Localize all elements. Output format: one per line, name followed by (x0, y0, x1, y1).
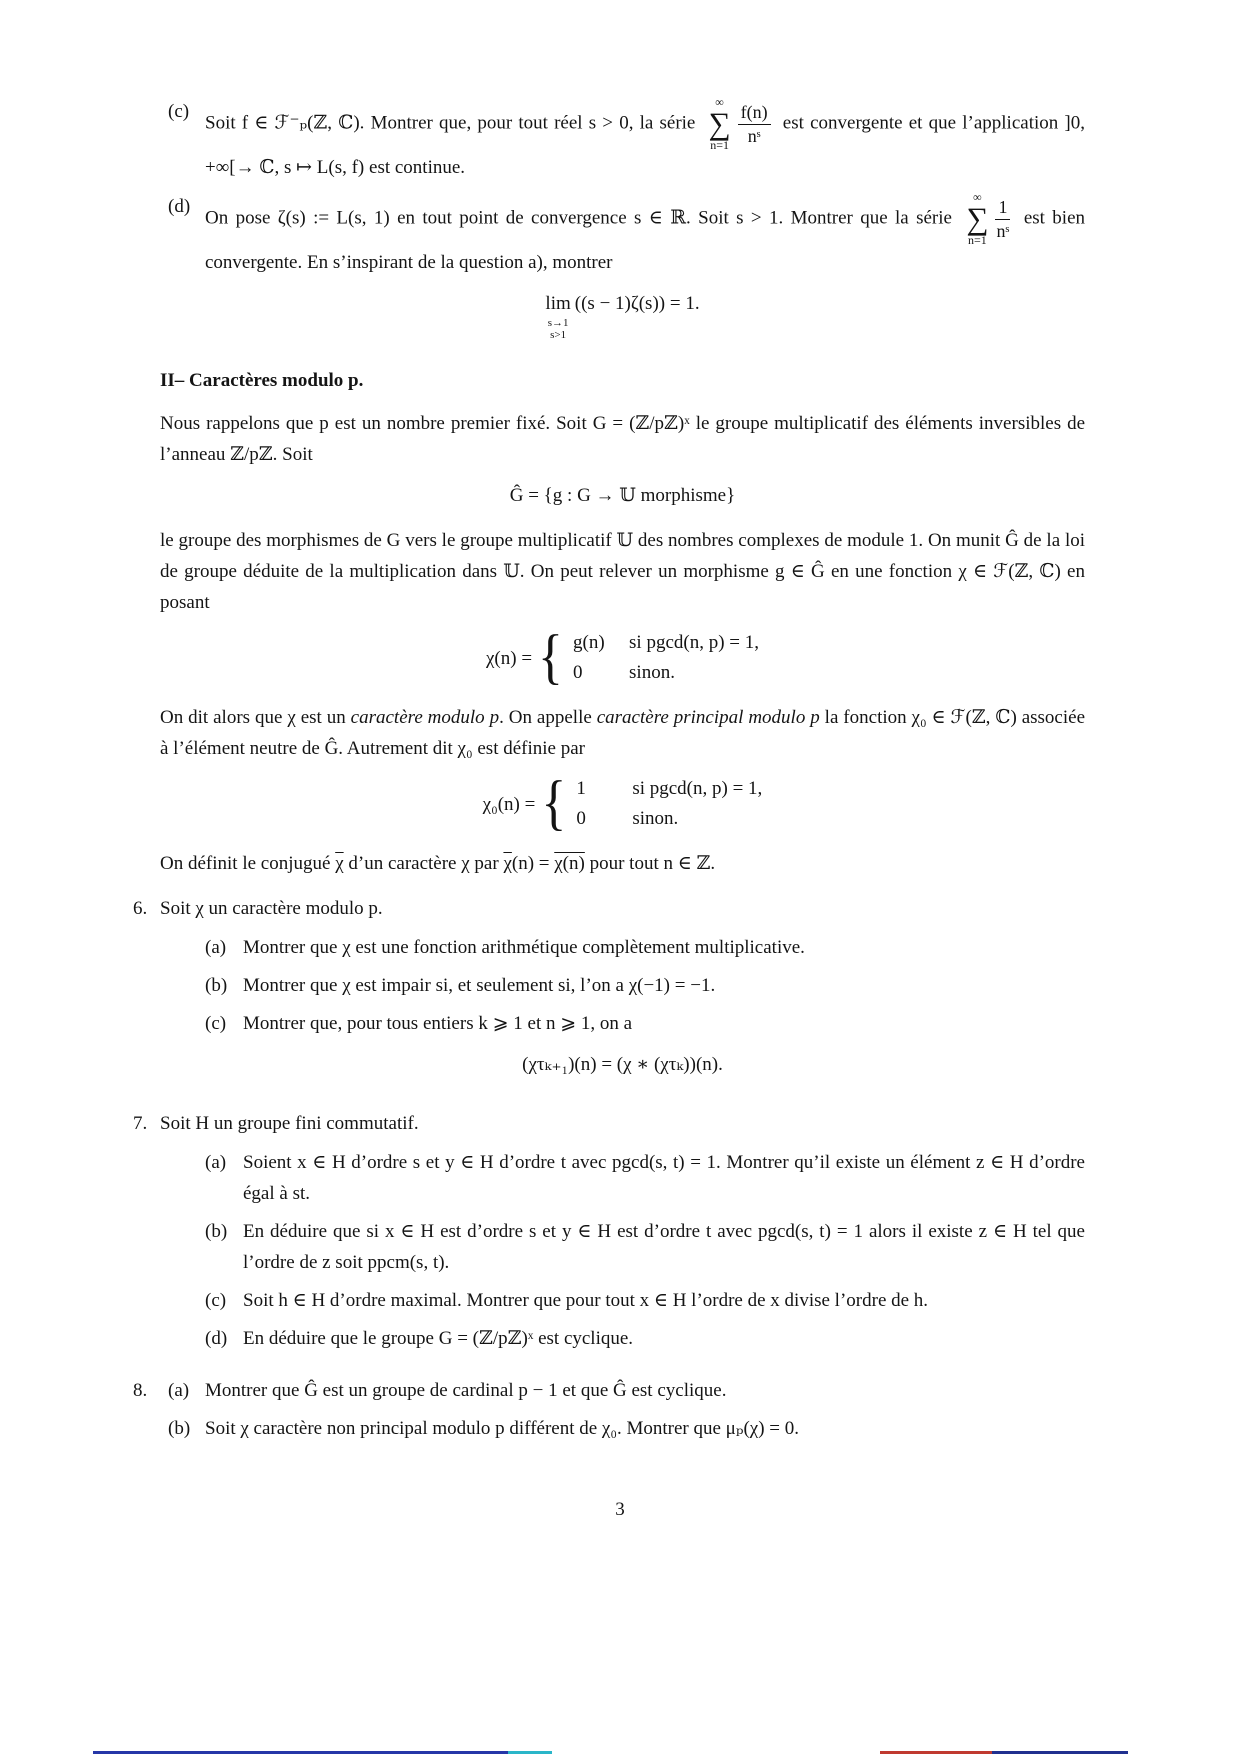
sigma-icon: ∑ (966, 201, 989, 236)
case-value: 1 (576, 778, 586, 799)
overline-chi: $\overline{\chi}$ (335, 853, 344, 874)
lim-word: lim (545, 293, 571, 314)
case-value: 0 (573, 662, 583, 683)
subitem-text: Soit h ∈ H d’ordre maximal. Montrer que pour tout x ∈ H l’ordre de x divise l’ordre de h. (243, 1290, 929, 1311)
list-item-d (168, 191, 1085, 278)
summation-operator (709, 96, 731, 152)
paragraph-caractere (160, 702, 1085, 764)
section-heading: II– Caractères modulo p. (160, 370, 364, 391)
problem-8 (133, 1375, 1085, 1451)
problem-8a (168, 1375, 1085, 1406)
subitem-text: Montrer que χ est impair si, et seulement si, l’on a χ(−1) = −1. (243, 975, 716, 996)
problem-6b (205, 970, 1085, 1001)
case-row (573, 628, 759, 658)
sum-upper-limit: ∞ (973, 190, 982, 204)
item-c-body (205, 96, 1085, 183)
subitem-label: (b) (205, 975, 228, 996)
overline-chi-n: χ(n) (554, 853, 585, 874)
emphasis-caractere-modulo-p: caractère modulo p (350, 707, 500, 728)
problem-7-body (160, 1108, 1085, 1361)
display-equation-convolution: (χτₖ₊₁)(n) = (χ ∗ (χτₖ))(n). (522, 1054, 723, 1075)
subitem-label: (a) (205, 937, 227, 958)
paragraph-group-definition: Nous rappelons que p est un nombre premier fixé. Soit G = (ℤ/pℤ)ˣ le groupe multiplicatif des éléments inversibles de l’anneau ℤ/pℤ. Soit (160, 413, 1085, 465)
text-run: la fonction χ₀ ∈ ℱ(ℤ, ℂ) associée à l’élément neutre de Ĝ. Autrement dit χ₀ est définie par (160, 707, 1085, 759)
cases-construct (482, 769, 763, 838)
text-run: pour tout n ∈ ℤ. (584, 853, 716, 874)
summation-operator (966, 191, 988, 247)
lim-condition-2: s>1 (550, 329, 567, 341)
problem-6 (133, 893, 1085, 1094)
display-equation-chi0-cases (160, 769, 1085, 838)
problem-7a (205, 1147, 1085, 1209)
case-value: g(n) (573, 632, 605, 653)
sigma-icon: ∑ (708, 106, 731, 141)
problem-6-intro: Soit χ un caractère modulo p. (160, 898, 383, 919)
item-c-text-before: Soit f ∈ ℱ⁻ₚ(ℤ, ℂ). Montrer que, pour tout réel s > 0, la série (205, 112, 696, 134)
problem-7-intro: Soit H un groupe fini commutatif. (160, 1113, 419, 1134)
lim-condition-1: s→1 (547, 317, 569, 329)
lim-subscript (548, 317, 569, 341)
case-condition: sinon. (629, 662, 675, 683)
item-d-body (205, 191, 1085, 278)
item-d-text-before: On pose ζ(s) := L(s, 1) en tout point de convergence s ∈ ℝ. Soit s > 1. Montrer que la série (205, 207, 952, 229)
paragraph-morphisms: le groupe des morphismes de G vers le groupe multiplicatif 𝕌 des nombres complexes de module 1. On munit Ĝ de la loi de groupe déduite de la multiplication dans 𝕌. On peut relever un morphisme g ∈ Ĝ en une fonction χ ∈ ℱ(ℤ, ℂ) en posant (160, 530, 1085, 613)
problem-8-body (160, 1375, 1085, 1451)
problem-6c (205, 1008, 1085, 1039)
item-d-text-after: est bien convergente. En s’inspirant de la question a), montrer (205, 207, 1086, 273)
sum-lower-limit: n=1 (968, 233, 987, 247)
subitem-text: Montrer que, pour tous entiers k ⩾ 1 et n ⩾ 1, on a (243, 1013, 633, 1034)
limit-body: ((s − 1)ζ(s)) = 1. (574, 293, 700, 314)
sum-lower-limit: n=1 (710, 138, 729, 152)
item-c-label: (c) (168, 101, 190, 122)
cases-lhs: χ(n) = (485, 647, 533, 669)
subitem-label: (c) (205, 1290, 227, 1311)
case-row (576, 774, 762, 804)
subitem-text: Soit χ caractère non principal modulo p différent de χ₀. Montrer que μₚ(χ) = 0. (205, 1418, 800, 1439)
case-condition: si pgcd(n, p) = 1, (629, 632, 759, 653)
problem-7 (133, 1108, 1085, 1361)
paragraph-conjugue (160, 848, 1085, 879)
display-equation-chi-cases (160, 623, 1085, 692)
cases-lhs: χ₀(n) = (482, 793, 536, 815)
display-equation-ghat: Ĝ = {g : G → 𝕌 morphisme} (509, 485, 736, 506)
problem-8b (168, 1413, 1085, 1444)
subitem-label: (b) (168, 1418, 191, 1439)
subitem-label: (d) (205, 1328, 228, 1349)
case-condition: si pgcd(n, p) = 1, (632, 778, 763, 799)
problem-7c (205, 1285, 1085, 1316)
subitem-label: (c) (205, 1013, 227, 1034)
case-row (573, 658, 759, 688)
problem-7-number: 7. (133, 1113, 148, 1134)
text-run: On dit alors que χ est un (160, 707, 351, 728)
text-run: (n) = (511, 853, 555, 874)
problem-8-number: 8. (133, 1380, 148, 1401)
subitem-text: Soient x ∈ H d’ordre s et y ∈ H d’ordre t avec pgcd(s, t) = 1. Montrer qu’il existe un élément z ∈ H d’ordre égal à st. (243, 1152, 1085, 1204)
text-run: d’un caractère χ par (343, 853, 504, 874)
list-item-c (168, 96, 1085, 183)
problem-6-body (160, 893, 1085, 1094)
cases-construct (485, 623, 759, 692)
display-equation-limit (160, 288, 1085, 341)
subitem-label: (a) (168, 1380, 190, 1401)
page-number: 3 (615, 1499, 625, 1520)
overline-chi: $\overline{\chi}$ (503, 853, 512, 874)
item-c-text-after: est convergente et que l’application ]0, +∞[→ ℂ, s ↦ L(s, f) est continue. (205, 112, 1085, 178)
fraction-denominator: nˢ (747, 125, 761, 146)
subitem-text: En déduire que le groupe G = (ℤ/pℤ)ˣ est cyclique. (243, 1328, 634, 1349)
subitem-text: Montrer que χ est une fonction arithmétique complètement multiplicative. (243, 937, 805, 958)
fraction (738, 102, 771, 146)
case-row (576, 804, 762, 834)
fraction (995, 197, 1010, 241)
problem-6a (205, 932, 1085, 963)
case-condition: sinon. (632, 808, 679, 829)
emphasis-caractere-principal: caractère principal modulo p (596, 707, 820, 728)
left-brace-icon: { (538, 623, 564, 692)
subitem-label: (a) (205, 1152, 227, 1173)
problem-6-number: 6. (133, 898, 148, 919)
subitem-text: En déduire que si x ∈ H est d’ordre s et y ∈ H est d’ordre t avec pgcd(s, t) = 1 alors il existe z ∈ H tel que l’ordre de z soit ppcm(s, t). (243, 1221, 1085, 1273)
sum-upper-limit: ∞ (715, 95, 724, 109)
limit-expression (545, 291, 699, 341)
text-run: . On appelle (499, 707, 597, 728)
bottom-artifact (0, 1750, 1240, 1754)
fraction-denominator: nˢ (996, 220, 1010, 241)
problem-7d (205, 1323, 1085, 1354)
left-brace-icon: { (541, 769, 567, 838)
case-value: 0 (576, 808, 586, 829)
problem-7b (205, 1216, 1085, 1278)
fraction-numerator: 1 (995, 197, 1010, 220)
cases-rows (576, 774, 762, 834)
item-d-label: (d) (168, 196, 191, 217)
limit-operator (545, 291, 570, 341)
text-run: On définit le conjugué (160, 853, 336, 874)
subitem-label: (b) (205, 1221, 228, 1242)
fraction-numerator: f(n) (738, 102, 771, 125)
cases-rows (573, 628, 759, 688)
subitem-text: Montrer que Ĝ est un groupe de cardinal p − 1 et que Ĝ est cyclique. (205, 1380, 727, 1401)
